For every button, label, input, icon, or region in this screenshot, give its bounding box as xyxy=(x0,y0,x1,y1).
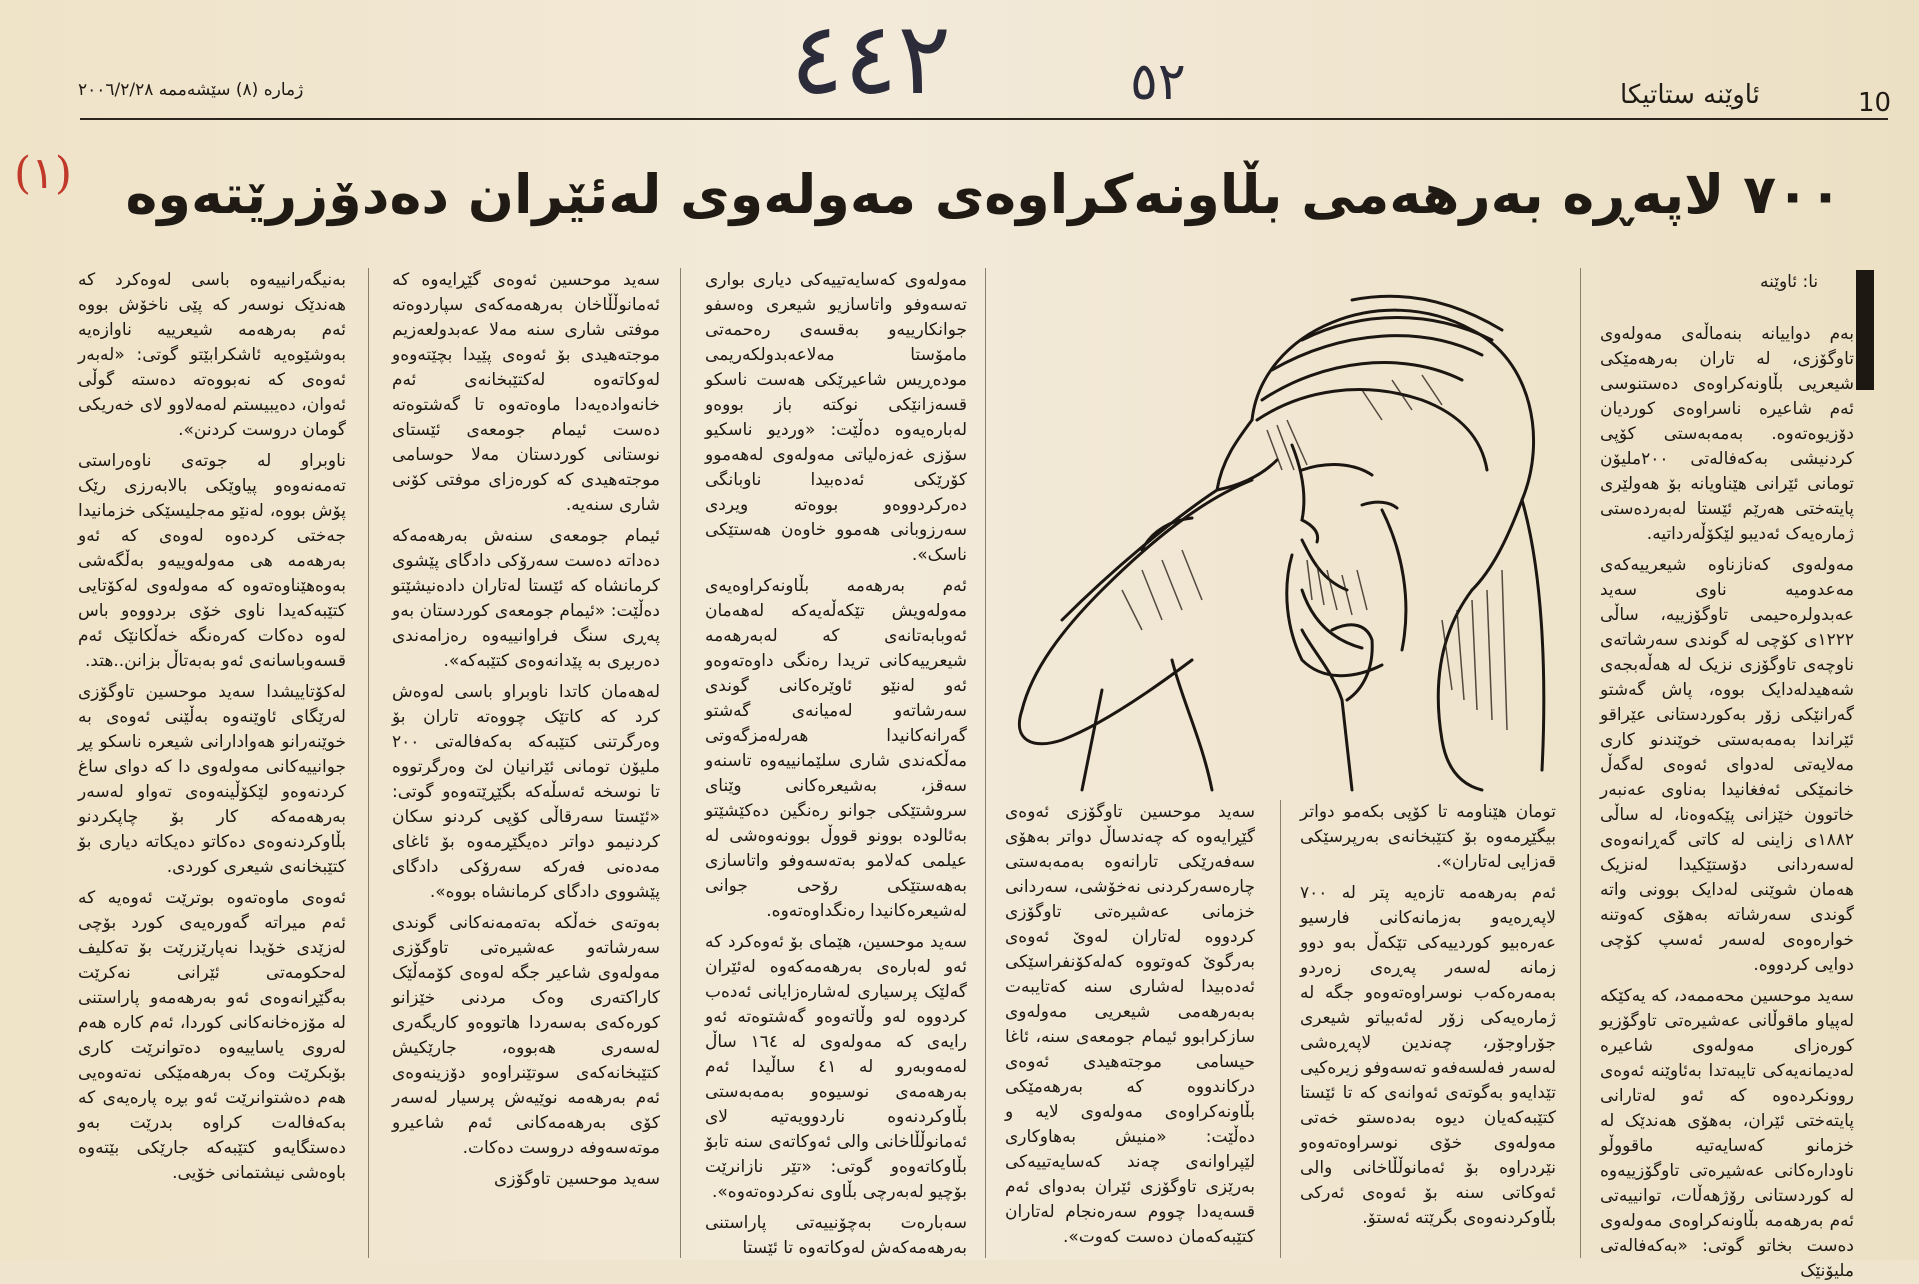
paragraph: سەید موحسین ئەوەی گێڕایەوە کە ئەمانوڵڵاخان بەرهەمەکەی سپاردوەتە موفتی شاری سنە مەلا عەبدولعەزیم موجتەهیدی بۆ ئەوەی پێیدا بچێتەوەو لەوکاتەوە لەکتێبخانەی ئەم خانەوادەیەدا ماوەتەوە تا گەشتوەتە دەست ئیمام جومعەی ئێستای نوستانی کوردستان مەلا حوسامی موجتەهیدی کە کورەزای موفتی کۆنی شاری سنەیە. xyxy=(392,270,660,515)
paragraph: سەید موحسین محەممەد، کە یەکێکە لەپیاو ماقوڵانی عەشیرەتی تاوگۆزیو کورەزای مەولەوی شاعیرە لەدیمانەیەکی تایبەتدا بەئاوێنە ئەوەی روونکردەوە کە ئەو لەتارانی پایتەختی ئێران، بەهۆی هەندێک لە خزمانو کەسایەتیە ماقووڵو ناودارەکانی عەشیرەتی تاوگۆزییەوە لە کوردستانی رۆژهەڵات، توانییەتی ئەم بەرهەمە بڵاونەکراوەی مەولەوی دەست بخاتو گوتی: «بەکەفالەتی ملیۆنێک xyxy=(1600,986,1854,1281)
paragraph: لەکۆتاییشدا سەید موحسین تاوگۆزی لەرێگای ئاوێنەوە بەڵێنی ئەوەی بە خوێنەرانو هەوادارانی شیعرە ناسکو پڕ جوانییەکانی مەولەوی دا کە دوای ساغ کردنەوەو لێکۆڵینەوەی تەواو لەسەر بەرهەمەکە کار بۆ چاپکردنو بڵاوکردنەوەی دەکاتو دەیکاتە دیاری بۆ کتێبخانەی شیعری کوردی. xyxy=(78,682,346,877)
handwritten-number-2: ٥٢ xyxy=(1130,52,1186,112)
paragraph: مەولەوی کەنازناوە شیعرییەکەی مەعدومیە ناوی سەید عەبدولرەحیمی تاوگۆزییە، ساڵی ١٢٢٢ی کۆچی لە گوندی سەرشاتەی ناوچەی تاوگۆزی نزیک لە هەڵەبجەی شەهیدلەدایک بووە، پاش گەشتو گەرانێکی زۆر بەکوردستانی عێراقو ئێراندا بەمەبەستی خوێندنو کاری مەلایەتی لەدوای ئەوەی لەگەڵ خانمێکی ئەفغانیدا بەناوی عەنبەر خاتوون خێزانی پێکەوەنا، لە ساڵی ١٨٨٢ی زاینی لە کاتی گەڕانەوەی لەسەردانی دۆستێکیدا لەنزیک هەمان شوێنی لەدایک بوونی واتە گوندی سەرشاتە بەهۆی کەوتنە خوارەوەی لەسەر ئەسپ کۆچی دوایی کردووە. xyxy=(1600,555,1854,975)
handwritten-number: ٤٤٢ xyxy=(790,0,952,117)
headline: ٧٠٠ لاپەڕە بەرهەمی بڵاونەکراوەی مەولەوی لەئێران دەدۆزرێتەوە xyxy=(125,163,1842,226)
paragraph: مەولەوی کەسایەتییەکی دیاری بواری تەسەوفو واتاسازیو شیعری وەسفو جوانکارییەو بەقسەی رەحمەتی مامۆستا مەلاعەبدولکەریمی مودەڕیس شاعیرێکی هەست ناسکو قسەزانێکی نوکتە باز بووەو لەبارەیەوە دەڵێت: «وردیو ناسکیو سۆزی غەزەلیاتی مەولەوی لەهەموو کۆرێکی ئەدەبیدا ناوبانگی دەرکردووەو بووەتە ویردی سەرزوبانی هەموو خاوەن هەستێکی ناسک». xyxy=(705,270,967,565)
column-rule xyxy=(985,268,986,1258)
article-column-5 xyxy=(392,268,660,1252)
red-annotation: (١) xyxy=(14,148,72,199)
byline-bar xyxy=(1856,270,1874,390)
paragraph: ئەوەی ماوەتەوە بوترێت ئەوەیە کە ئەم میراتە گەورەیەی کورد بۆچی لەزێدی خۆیدا نەپارێزرێت بۆ تەکلیف لەحکومەتی ئێرانی نەکرێت بەگێڕانەوەی ئەو بەرهەمەو پاراستنی لە مۆزەخانەکانی کوردا، ئەم کارە هەم لەروی یاساییەوە دەتوانرێت کاری بۆبکرێت وەک بەرهەمێکی نەتەوەیی هەم دەشتوانرێت ئەو بڕە پارەیەی کە بەکەفالەت کراوە بدرێت بەو دەستگایەو کتێبەکە جارێکی بێتەوە باوەشی نیشتمانی خۆیی. xyxy=(78,888,346,1183)
paragraph: لەهەمان کاتدا ناوبراو باسی لەوەش کرد کە کاتێک چووەتە تاران بۆ وەرگرتنی کتێبەکە بەکەفالەتی ٢٠٠ ملیۆن تومانی ئێرانیان لێ وەرگرتووە تا نوسخە ئەسڵەکە بگێڕێتەوەو گوتی: «ئێستا سەرقاڵی کۆپی کردنو سکان کردنیمو دواتر دەیگێڕمەوە بۆ ئاغای مەدەنی فەرکە سەرۆکی دادگای پێشووی دادگای کرمانشاە بووە». xyxy=(392,682,660,902)
page-number: 10 xyxy=(1858,88,1892,118)
column-rule xyxy=(1280,800,1281,1258)
header-rule xyxy=(80,118,1888,120)
issue-date: ژمارە (٨) سێشەممە ٢٠٠٦/٢/٢٨ xyxy=(78,80,304,100)
byline: نا: ئاوێنە xyxy=(1760,272,1819,292)
article-column-2 xyxy=(1300,800,1556,1252)
article-column-3 xyxy=(1005,800,1255,1252)
section-title: ئاوێنە ستاتیکا xyxy=(1620,80,1760,110)
article-column-4 xyxy=(705,268,968,1258)
paragraph: بەوتەی خەڵکە بەتەمەنەکانی گوندی سەرشاتەو عەشیرەتی تاوگۆزی مەولەوی شاعیر جگە لەوەی کۆمەڵێک کاراکتەری وەک مردنی خێزانو کورەکەی بەسەردا هاتووەو کاریگەری لەسەری هەبووە، جارێکیش کتێبخانەکەی سوتێنراوەو دۆزینەوەی ئەم بەرهەمە نوێیەش پرسیار لەسەر کۆی بەرهەمەکانی ئەم شاعیرو موتەسەوفە دروست دەکات. xyxy=(392,913,660,1158)
portrait-illustration xyxy=(1002,270,1562,790)
paragraph: بەم دواییانە بنەماڵەی مەولەوی تاوگۆزی، لە تاران بەرهەمێکی شیعریی بڵاونەکراوەی دەستنوسی ئەم شاعیرە ناسراوەی کوردیان دۆزیوەتەوە. بەمەبەستی کۆپی کردنیشی بەکەفالەتی ٢٠٠ملیۆن تومانی ئێرانی هێناویانە بۆ هەولێری پایتەختی هەرێم ئێستا لەبەردەستی ژمارەیەک ئەدیبو لێکۆڵەرداتیە. xyxy=(1600,324,1854,544)
paragraph: ناوبراو لە جوتەی ناوەراستی تەمەنەوەو پیاوێکی بالابەرزی رێک پۆش بووە، لەنێو مەجلیسێکی خزمانیدا جەختی کردەوە لەوەی کە ئەو بەرهەمە هی مەولەوییەو بەڵگەشی بەوەهێناوەتەوە کە مەولەوی لەکۆتایی کتێبەکەیدا ناوی خۆی بردووەو باس لەوە دەکات کەرەنگە خەڵکانێک ئەم قسەوباسانەی ئەو بەبەتاڵ بزانن..هتد. xyxy=(78,451,346,671)
paragraph: سەید موحسین، هێمای بۆ ئەوەکرد کە ئەو لەبارەی بەرهەمەکەوە لەئێران گەلێک پرسیاری لەشارەزایانی ئەدەب کردووە لەو وڵاتەوەو گەشتوەتە ئەو رایەی کە مەولەوی لە ١٦٤ ساڵ لەمەوبەرو لە ٤١ ساڵیدا ئەم بەرهەمەی نوسیوەو بەمەبەستی بڵاوکردنەوە ناردوویەتیە لای ئەمانوڵڵاخانی والی ئەوکاتەی سنە تابۆ بڵاوکاتەوەو گوتی: «تێر نازانرێت بۆچیو لەبەرچی بڵاوی نەکردوەتەوە». xyxy=(705,932,968,1202)
paragraph: ئەم بەرهەمە بڵاونەکراوەیەی مەولەویش تێکەڵەیەکە لەهەمان ئەوبابەتانەی کە لەبەرهەمە شیعرییەکانی تریدا رەنگی داوەتەوەو ئەو لەنێو ئاوێرەکانی گوندی سەرشاتەو لەمیانەی گەشتو گەرانەکانیدا هەرلەمزگەوتی مەڵکەندی شاری سلێمانییەوە تاسنەو سەقز، بەشیعرەکانی وێنای سروشتێکی جوانو رەنگین دەکێشێتو بەئالودە بوونو قووڵ بوونەوەشی لە عیلمی کەلامو بەتەسەوفو واتاسازی بەهەستێکی رۆحی جوانی لەشیعرەکانیدا رەنگداوەتەوە. xyxy=(705,576,967,921)
article-column-6 xyxy=(78,268,346,1252)
paragraph: بەنیگەرانییەوە باسی لەوەکرد کە هەندێک نوسەر کە پێی ناخۆش بووە ئەم بەرهەمە شیعرییە ناوازەیە بەوشێوەیە ئاشکرابێتو گوتی: «لەبەر ئەوەی کە نەبووەتە دەستە گوڵی ئەوان، دەیبیستم لەمەلاوو لای خەریکی گومان دروست کردنن». xyxy=(78,270,346,440)
article-column-1 xyxy=(1600,322,1854,1281)
column-rule xyxy=(368,268,369,1258)
column-rule xyxy=(680,268,681,1258)
column-rule xyxy=(1580,268,1581,1258)
paragraph: سەید موحسین تاوگۆزی ئەوەی گێڕایەوە کە چەندساڵ دواتر بەهۆی سەفەرێکی تارانەوە بەمەبەستی چارەسەرکردنی نەخۆشی، سەردانی خزمانی عەشیرەتی تاوگۆزی کردووە لەتاران لەوێ ئەوەی بەرگوێ کەوتووە کەلەکۆنفراسێکی ئەدەبیدا لەشاری سنە کەتایبەت بەبەرهەمی شیعریی مەولەوی سازکرابوو ئیمام جومعەی سنە، ئاغا حیسامی موجتەهیدی ئەوەی درکاندووە کە بەرهەمێکی بڵاونەکراوەی مەولەوی لایە و دەڵێت: «منیش بەهاوکاری لێپراوانەی چەند کەسایەتییەکی بەرێزی تاوگۆزی ئێران بەدوای ئەم قسەیەدا چووم سەرەنجام لەتاران کتێبەکەمان دەست کەوت». xyxy=(1005,802,1255,1247)
paragraph: ئەم بەرهەمە تازەیە پتر لە ٧٠٠ لاپەڕەیەو بەزمانەکانی فارسیو عەرەبیو کوردییەکی تێکەڵ بەو دوو زمانە لەسەر پەڕەی زەردو بەمەرەکەب نوسراوەتەوەو جگە لە ژمارەیەکی زۆر لەئەبیاتو شیعری جۆراوجۆر، چەندین لاپەڕەشی لەسەر فەلسەفەو تەسەوفو زیرەکیی تێدایەو بەگوتەی ئەوانەی کە تا ئێستا کتێبەکەیان دیوە بەدەستو خەتی مەولەوی خۆی نوسراوەتەوەو نێردراوە بۆ ئەمانوڵڵاخانی والی ئەوکاتی سنە بۆ ئەوەی ئەرکی بڵاوکردنەوەی بگرێتە ئەستۆ. xyxy=(1300,883,1556,1228)
paragraph: ئیمام جومعەی سنەش بەرهەمەکە دەداتە دەست سەرۆکی دادگای پێشوی کرمانشاە کە ئێستا لەتاران دادەنیشێتو دەڵێت: «ئیمام جومعەی کوردستان بەو پەڕی سنگ فراوانییەوە رەزامەندی دەربڕی بە پێدانەوەی کتێبەکە». xyxy=(392,526,660,671)
paragraph: سەید موحسین تاوگۆزی xyxy=(494,1169,660,1189)
paragraph: تومان هێناومە تا کۆپی بکەمو دواتر بیگێڕمەوە بۆ کتێبخانەی بەرپرسێکی قەزایی لەتاران». xyxy=(1300,802,1556,872)
paragraph: سەبارەت بەچۆنییەتی پاراستنی بەرهەمەکەش لەوکاتەوە تا ئێستا xyxy=(705,1213,967,1258)
